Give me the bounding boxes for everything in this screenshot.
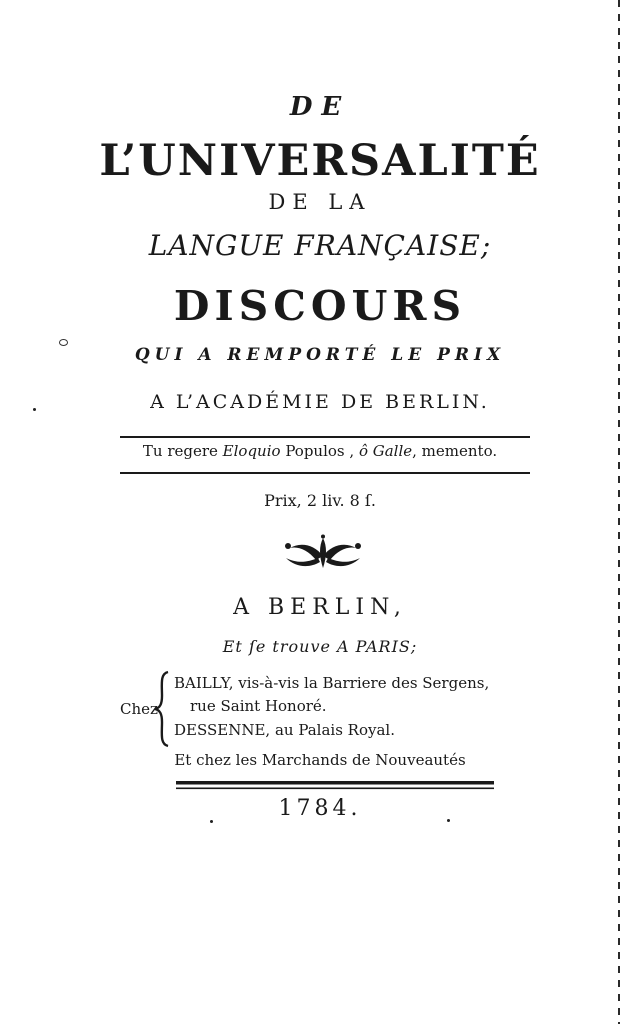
title-langue: LANGUE FRANÇAISE; xyxy=(148,229,492,262)
imprint-city: A BERLIN, xyxy=(233,595,407,620)
imprint-paris: Et ſe trouve A PARIS; xyxy=(222,637,418,656)
double-rule xyxy=(176,780,494,792)
imprint-marchands: Et chez les Marchands de Nouveautés xyxy=(174,751,466,769)
motto-post: , memento. xyxy=(412,442,498,460)
title-de: DE xyxy=(289,92,351,122)
rule-top xyxy=(120,436,530,438)
motto-eloquio: Eloquio xyxy=(222,442,281,460)
motto-pre: Tu regere xyxy=(142,442,223,460)
subtitle-academie: A L’ACADÉMIE DE BERLIN. xyxy=(150,391,490,413)
fleuron-ornament-icon xyxy=(282,534,364,572)
bookseller-dessenne: DESSENNE, au Palais Royal. xyxy=(174,721,395,739)
ink-speck xyxy=(447,819,450,822)
rule-bottom xyxy=(120,472,530,474)
title-discours: DISCOURS xyxy=(173,282,467,330)
motto xyxy=(0,442,630,460)
bookseller-bailly-street: rue Saint Honoré. xyxy=(190,697,327,715)
motto-galle: ô Galle xyxy=(358,442,413,460)
ink-speck xyxy=(33,408,36,411)
title-universalite: L’UNIVERSALITÉ xyxy=(99,136,541,186)
motto-mid: Populos , xyxy=(280,442,359,460)
title-de-la: DE LA xyxy=(268,190,372,214)
imprint-year: 1784. xyxy=(278,796,362,821)
subtitle-prize: QUI A REMPORTÉ LE PRIX xyxy=(134,345,506,365)
curly-brace-icon xyxy=(152,670,172,748)
ink-speck xyxy=(210,820,213,823)
price: Prix, 2 liv. 8 ſ. xyxy=(264,491,376,510)
bookseller-bailly: BAILLY, vis-à-vis la Barriere des Sergens, xyxy=(174,674,490,692)
imprint-chez: Chez xyxy=(120,700,158,718)
